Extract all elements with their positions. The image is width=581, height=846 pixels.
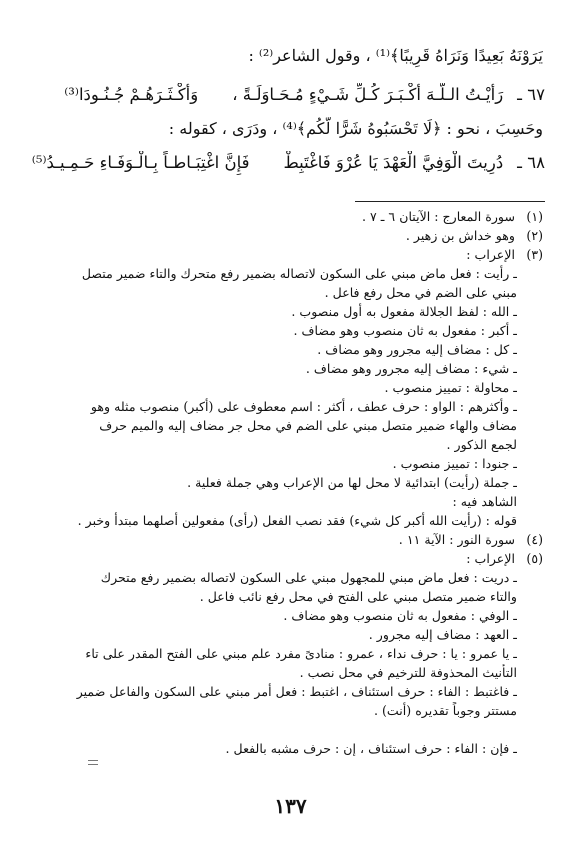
irab-line: ـ شيء : مضاف إليه مجرور وهو مضاف . — [305, 361, 517, 376]
main-text-line-1: يَرَوْنَهُ بَعِيدًا وَنَرَاهُ قَرِيبًا﴾⁽¹⁾ ، وقول الشاعر⁽²⁾ : — [248, 46, 543, 65]
irab-line: ـ جنودا : تمييز منصوب . — [392, 456, 517, 471]
footnote-text: الإعراب : — [466, 247, 515, 262]
irab-line: ـ فإن : الفاء : حرف استئناف ، إن : حرف مشبه بالفعل . — [225, 741, 517, 756]
margin-mark — [88, 760, 98, 765]
irab-line: ـ رأيت : فعل ماض مبني على السكون لاتصاله بضمير رفع متحرك والتاء ضمير متصل — [81, 266, 517, 281]
irab-line: ـ الوفي : مفعول به ثان منصوب وهو مضاف . — [283, 608, 517, 623]
footnote-4 — [43, 531, 543, 549]
irab-line: ـ دريت : فعل ماض مبني للمجهول مبني على السكون لاتصاله بضمير رفع متحرك — [100, 570, 517, 585]
footnote-2 — [43, 227, 543, 245]
footnote-text: الإعراب : — [466, 551, 515, 566]
irab-line: ـ الله : لفظ الجلالة مفعول به أول منصوب . — [291, 304, 517, 319]
footnote-text: وهو خداش بن زهير . — [405, 228, 515, 243]
irab-line: ـ أكبر : مفعول به ثان منصوب وهو مضاف . — [293, 323, 517, 338]
irab-line: التأنيث المحذوفة للترخيم في محل نصب . — [299, 665, 517, 680]
irab-line: ـ وأكثرهم : الواو : حرف عطف ، أكثر : اسم معطوف على (أكبر) منصوب مثله وهو — [90, 399, 517, 414]
verse-hemistich-2: وَأَكْـثَـرَهُـمْ جُـنُـودَا⁽³⁾ — [64, 85, 199, 104]
footnote-number: (٥) — [526, 551, 543, 566]
irab-line: مضاف والهاء ضمير متصل مبني على الضم في محل جر مضاف إليه والميم حرف — [99, 418, 517, 433]
irab-line: مبني على الضم في محل رفع فاعل . — [324, 285, 517, 300]
verse-hemistich-1: رَأَيْـتُ الـلَّـهَ أَكْـبَـرَ كُـلِّ شَـيْءٍ مُـحَـاوَلَـةً ، — [232, 85, 504, 104]
irab-line: ـ محاولة : تمييز منصوب . — [384, 380, 517, 395]
verse-number: ٦٨ ـ — [517, 153, 545, 172]
irab-line: ـ جملة (رأيت) ابتدائية لا محل لها من الإعراب وهي جملة فعلية . — [187, 475, 517, 490]
footnote-5 — [43, 550, 543, 568]
irab-line: ـ كل : مضاف إليه مجرور وهو مضاف . — [317, 342, 517, 357]
irab-line: والتاء ضمير متصل مبني على الفتح في محل رفع نائب فاعل . — [199, 589, 517, 604]
irab-line: ـ العهد : مضاف إليه مجرور . — [368, 627, 517, 642]
irab-line: ـ فاغتبط : الفاء : حرف استئناف ، اغتبط : فعل أمر مبني على السكون والفاعل ضمير — [76, 684, 517, 699]
footnote-number: (٣) — [526, 247, 543, 262]
footnote-number: (٢) — [526, 228, 543, 243]
verse-hemistich-2: فَإِنَّ اغْتِبَـاطـاً بِـالْـوَفَـاءِ حَـمِـيـدُ⁽⁵⁾ — [31, 153, 250, 172]
verse-68 — [25, 151, 545, 175]
irab-line: لجمع الذكور . — [446, 437, 517, 452]
footnote-number: (١) — [526, 209, 543, 224]
shahid-heading: الشاهد فيه : — [452, 494, 517, 509]
footnote-number: (٤) — [526, 532, 543, 547]
footnote-text: سورة النور : الآية ١١ . — [398, 532, 515, 547]
irab-line: مستتر وجوباً تقديره (أنت) . — [374, 703, 517, 718]
shahid-text: قوله : (رأيت الله أكبر كل شيء) فقد نصب الفعل (رأى) مفعولين أصلهما مبتدأ وخبر . — [77, 513, 517, 528]
verse-number: ٦٧ ـ — [517, 85, 545, 104]
footnote-divider — [355, 201, 545, 202]
page-number: ١٣٧ — [274, 794, 307, 818]
verse-hemistich-1: دُرِيتَ الْوَفِيَّ الْعَهْدَ يَا عُرْوَ فَاغْتَبِطْ — [283, 153, 504, 172]
footnote-1 — [43, 208, 543, 226]
irab-line: ـ يا عمرو : يا : حرف نداء ، عمرو : منادىً مفرد علم مبني على الفتح المقدر على تاء — [85, 646, 517, 661]
main-text-line-3: وحَسِبَ ، نحو : ﴿لَا تَحْسَبُوهُ شَرًّا لَّكُم﴾⁽⁴⁾ ، ودَرَى ، كقوله : — [168, 119, 543, 138]
footnote-3 — [43, 246, 543, 264]
verse-67 — [25, 83, 545, 107]
footnote-text: سورة المعارج : الآيتان ٦ ـ ٧ . — [361, 209, 515, 224]
